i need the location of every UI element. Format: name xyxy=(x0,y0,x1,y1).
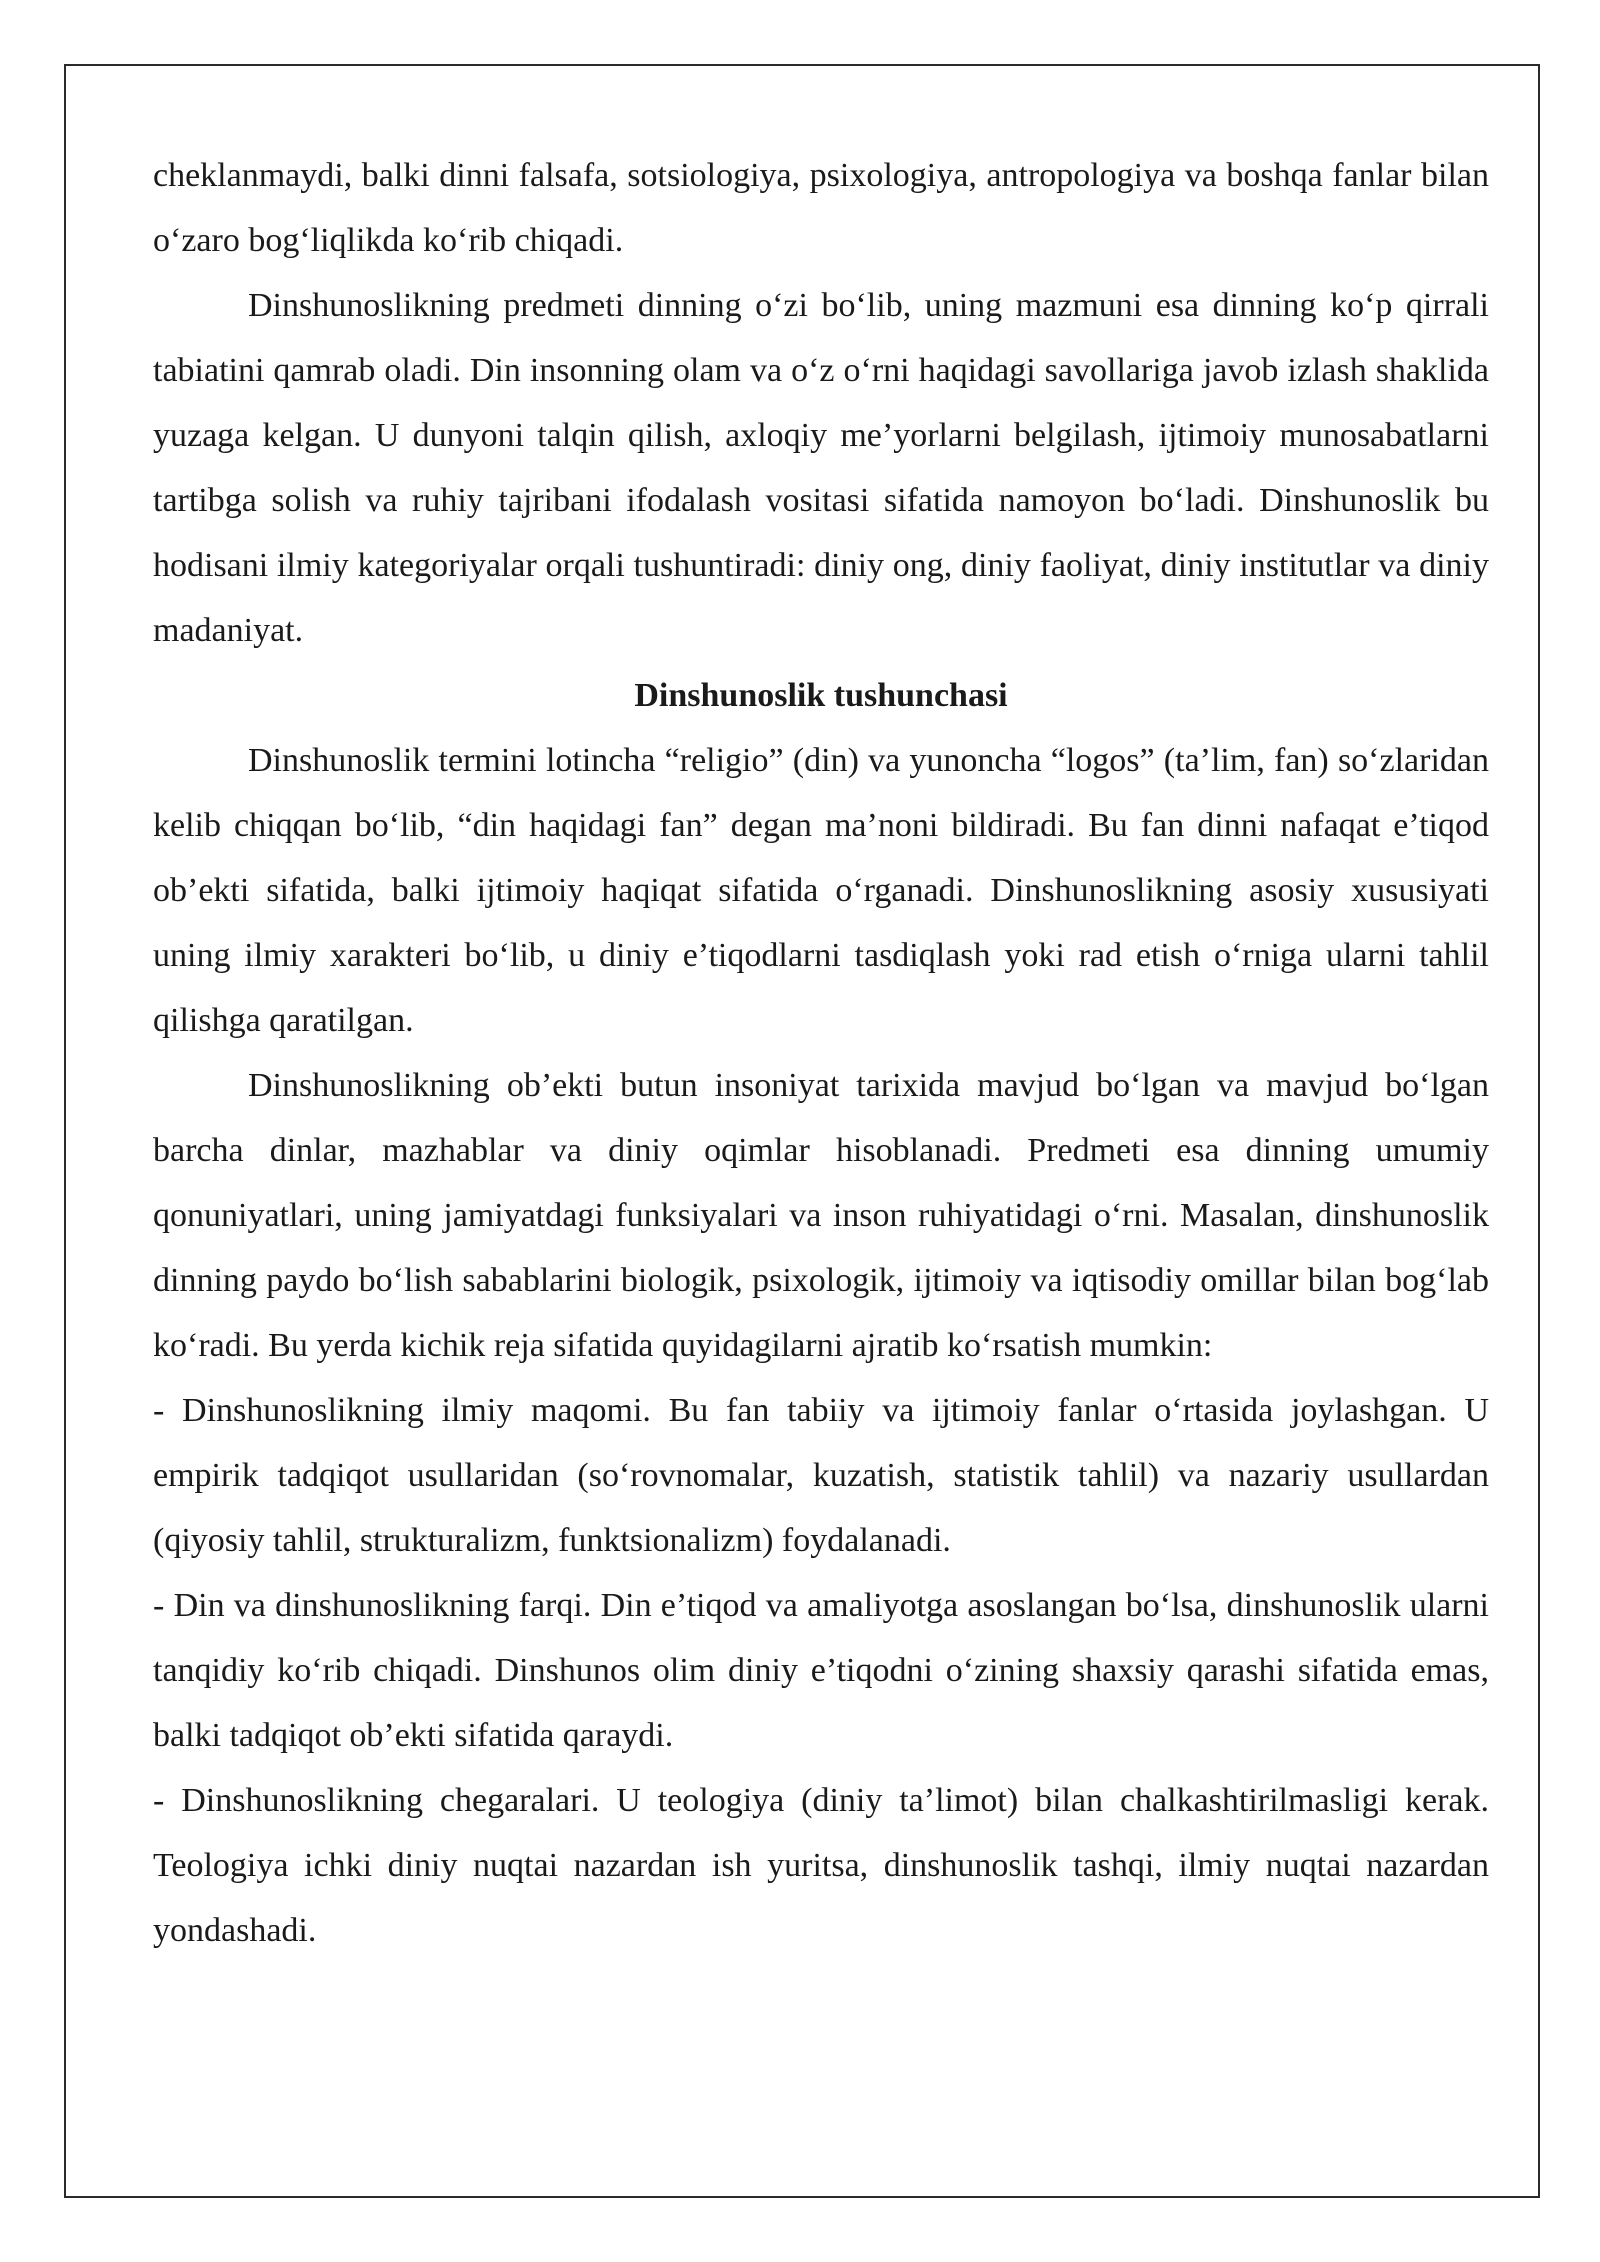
paragraph-term-definition: Dinshunoslik termini lotincha “religio” (din) va yunoncha “logos” (ta’lim, fan) so‘zlaridan kelib chiqqan bo‘lib, “din haqidagi fan” degan ma’noni bildiradi. Bu fan dinni nafaqat e’tiqod ob’ekti sifatida, balki ijtimoiy haqiqat sifatida o‘rganadi. Dinshunoslikning asosiy xususiyati uning ilmiy xarakteri bo‘lib, u diniy e’tiqodlarni tasdiqlash yoki rad etish o‘rniga ularni tahlil qilishga qaratilgan. xyxy=(153,742,1489,1039)
list-item-scientific-status: - Dinshunoslikning ilmiy maqomi. Bu fan tabiiy va ijtimoiy fanlar o‘rtasida joylashgan. U empirik tadqiqot usullaridan (so‘rovnomalar, kuzatish, statistik tahlil) va nazariy usullardan (qiyosiy tahlil, strukturalizm, funktsionalizm) foydalanadi. xyxy=(153,1392,1489,1559)
document-body xyxy=(153,143,1489,1963)
list-item-boundaries: - Dinshunoslikning chegaralari. U teologiya (diniy ta’limot) bilan chalkashtirilmasligi kerak. Teologiya ichki diniy nuqtai nazardan ish yuritsa, dinshunoslik tashqi, ilmiy nuqtai nazardan yondashadi. xyxy=(153,1782,1489,1949)
list-item-difference: - Din va dinshunoslikning farqi. Din e’tiqod va amaliyotga asoslangan bo‘lsa, dinshunoslik ularni tanqidiy ko‘rib chiqadi. Dinshunos olim diniy e’tiqodni o‘zining shaxsiy qarashi sifatida emas, balki tadqiqot ob’ekti sifatida qaraydi. xyxy=(153,1587,1489,1754)
paragraph-continuation: cheklanmaydi, balki dinni falsafa, sotsiologiya, psixologiya, antropologiya va boshqa fanlar bilan o‘zaro bog‘liqlikda ko‘rib chiqadi. xyxy=(153,157,1489,259)
section-heading: Dinshunoslik tushunchasi xyxy=(634,677,1008,714)
paragraph-religion-subject: Dinshunoslikning predmeti dinning o‘zi bo‘lib, uning mazmuni esa dinning ko‘p qirrali tabiatini qamrab oladi. Din insonning olam va o‘z o‘rni haqidagi savollariga javob izlash shaklida yuzaga kelgan. U dunyoni talqin qilish, axloqiy me’yorlarni belgilash, ijtimoiy munosabatlarni tartibga solish va ruhiy tajribani ifodalash vositasi sifatida namoyon bo‘ladi. Dinshunoslik bu hodisani ilmiy kategoriyalar orqali tushuntiradi: diniy ong, diniy faoliyat, diniy institutlar va diniy madaniyat. xyxy=(153,287,1489,649)
paragraph-object-subject: Dinshunoslikning ob’ekti butun insoniyat tarixida mavjud bo‘lgan va mavjud bo‘lgan barcha dinlar, mazhablar va diniy oqimlar hisoblanadi. Predmeti esa dinning umumiy qonuniyatlari, uning jamiyatdagi funksiyalari va inson ruhiyatidagi o‘rni. Masalan, dinshunoslik dinning paydo bo‘lish sabablarini biologik, psixologik, ijtimoiy va iqtisodiy omillar bilan bog‘lab ko‘radi. Bu yerda kichik reja sifatida quyidagilarni ajratib ko‘rsatish mumkin: xyxy=(153,1067,1489,1364)
